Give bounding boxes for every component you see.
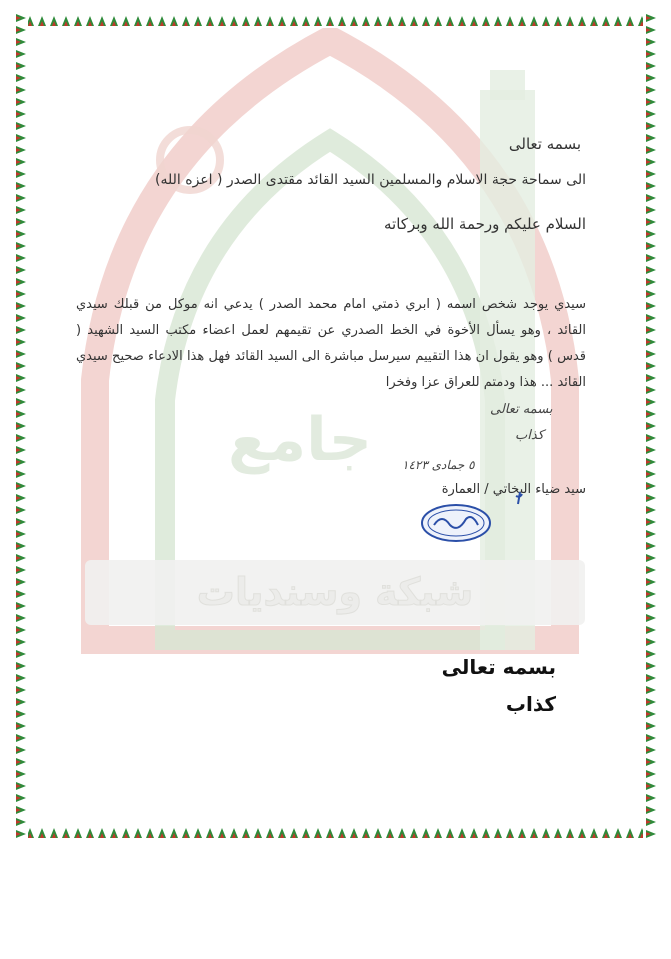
- footer-salutation: بسمه تعالى: [441, 655, 556, 679]
- handwritten-verdict: كذاب: [515, 428, 544, 443]
- greeting-line: السلام عليكم ورحمة الله وبركاته: [384, 215, 586, 233]
- handwritten-date: ٥ جمادى ١٤٢٣: [402, 458, 475, 472]
- footer-verdict: كذاب: [505, 692, 556, 716]
- salutation: بسمه تعالى: [508, 135, 581, 153]
- sender-signature: سيد ضياء البخاتي / العمارة: [441, 482, 586, 497]
- official-seal: [420, 503, 492, 543]
- ink-mark: [512, 490, 526, 514]
- handwritten-salutation: بسمه تعالى: [490, 402, 553, 417]
- letter-body: سيدي يوجد شخص اسمه ( ابري ذمتي امام محمد الصدر ) يدعي انه موكل من قبلك سيدي القائد ، وهو يسأل الأخوة في الخط الصدري عن تقيمهم لعمل اعضاء مكتب السيد الشهيد ( قدس ) وهو يقول ان هذا التقييم سيرسل مباشرة الى السيد القائد فهل هذا الادعاء صحيح سيدي القائد ... هذا ودمتم للعراق عزا وفخرا: [76, 297, 586, 390]
- svg-text:شبكة وسنديات: شبكة وسنديات: [196, 570, 474, 614]
- svg-text:جامع: جامع: [228, 405, 372, 475]
- addressee-line: الى سماحة حجة الاسلام والمسلمين السيد القائد مقتدى الصدر ( اعزه الله): [155, 172, 586, 188]
